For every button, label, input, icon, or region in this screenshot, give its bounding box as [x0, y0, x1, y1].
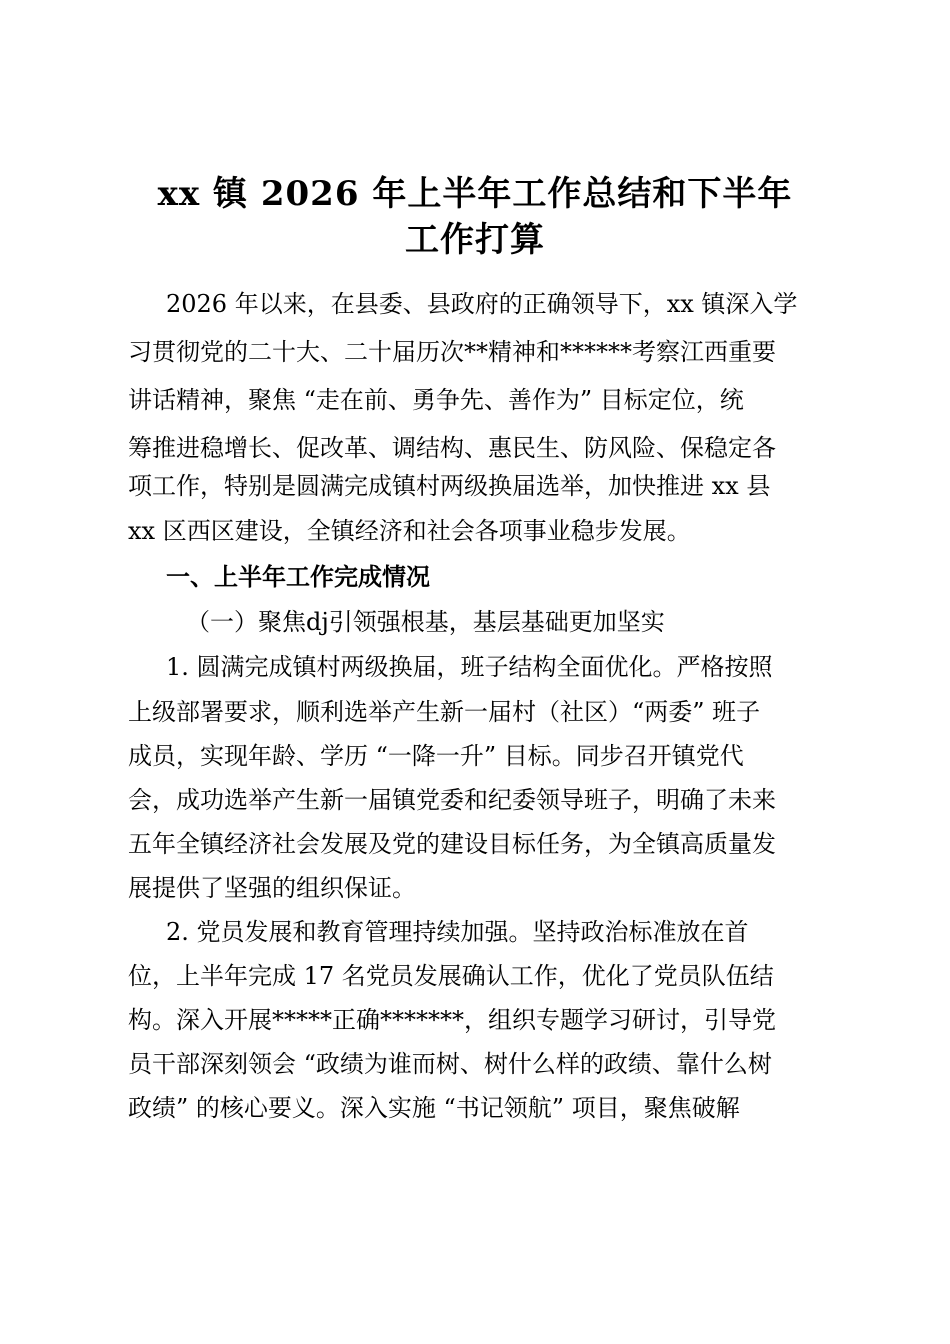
- document-title-line-1: xx 镇 2026 年上半年工作总结和下半年: [157, 174, 793, 214]
- paragraph-line: 会，成功选举产生新一届镇党委和纪委领导班子，明确了未来: [128, 786, 776, 814]
- paragraph-line: 五年全镇经济社会发展及党的建设目标任务，为全镇高质量发: [128, 830, 776, 858]
- paragraph-line: 展提供了坚强的组织保证。: [128, 874, 416, 902]
- paragraph-line: 2026 年以来，在县委、县政府的正确领导下，xx 镇深入学: [166, 290, 798, 318]
- subsection-heading: （一）聚焦dj引领强根基，基层基础更加坚实: [186, 608, 665, 636]
- paragraph-line: xx 区西区建设，全镇经济和社会各项事业稳步发展。: [128, 517, 691, 545]
- paragraph-line: 项工作，特别是圆满完成镇村两级换届选举，加快推进 xx 县: [128, 472, 771, 500]
- section-heading: 一、上半年工作完成情况: [166, 562, 430, 591]
- paragraph-line: 构。深入开展*****正确*******，组织专题学习研讨，引导党: [128, 1006, 776, 1034]
- paragraph-line: 1. 圆满完成镇村两级换届，班子结构全面优化。严格按照: [166, 653, 773, 681]
- paragraph-line: 筹推进稳增长、促改革、调结构、惠民生、防风险、保稳定各: [128, 434, 776, 462]
- paragraph-line: 位，上半年完成 17 名党员发展确认工作，优化了党员队伍结: [128, 962, 774, 990]
- document-title-line-2: 工作打算: [405, 220, 545, 260]
- paragraph-line: 习贯彻党的二十大、二十届历次**精神和******考察江西重要: [128, 338, 776, 366]
- paragraph-line: 上级部署要求，顺利选举产生新一届村（社区）“两委” 班子: [128, 698, 761, 726]
- paragraph-line: 员干部深刻领会 “政绩为谁而树、树什么样的政绩、靠什么树: [128, 1050, 772, 1078]
- paragraph-line: 2. 党员发展和教育管理持续加强。坚持政治标准放在首: [166, 918, 749, 946]
- paragraph-line: 讲话精神，聚焦 “走在前、勇争先、善作为” 目标定位，统: [128, 386, 744, 414]
- paragraph-line: 成员，实现年龄、学历 “一降一升” 目标。同步召开镇党代: [128, 742, 744, 770]
- paragraph-line: 政绩” 的核心要义。深入实施 “书记领航” 项目，聚焦破解: [128, 1094, 740, 1122]
